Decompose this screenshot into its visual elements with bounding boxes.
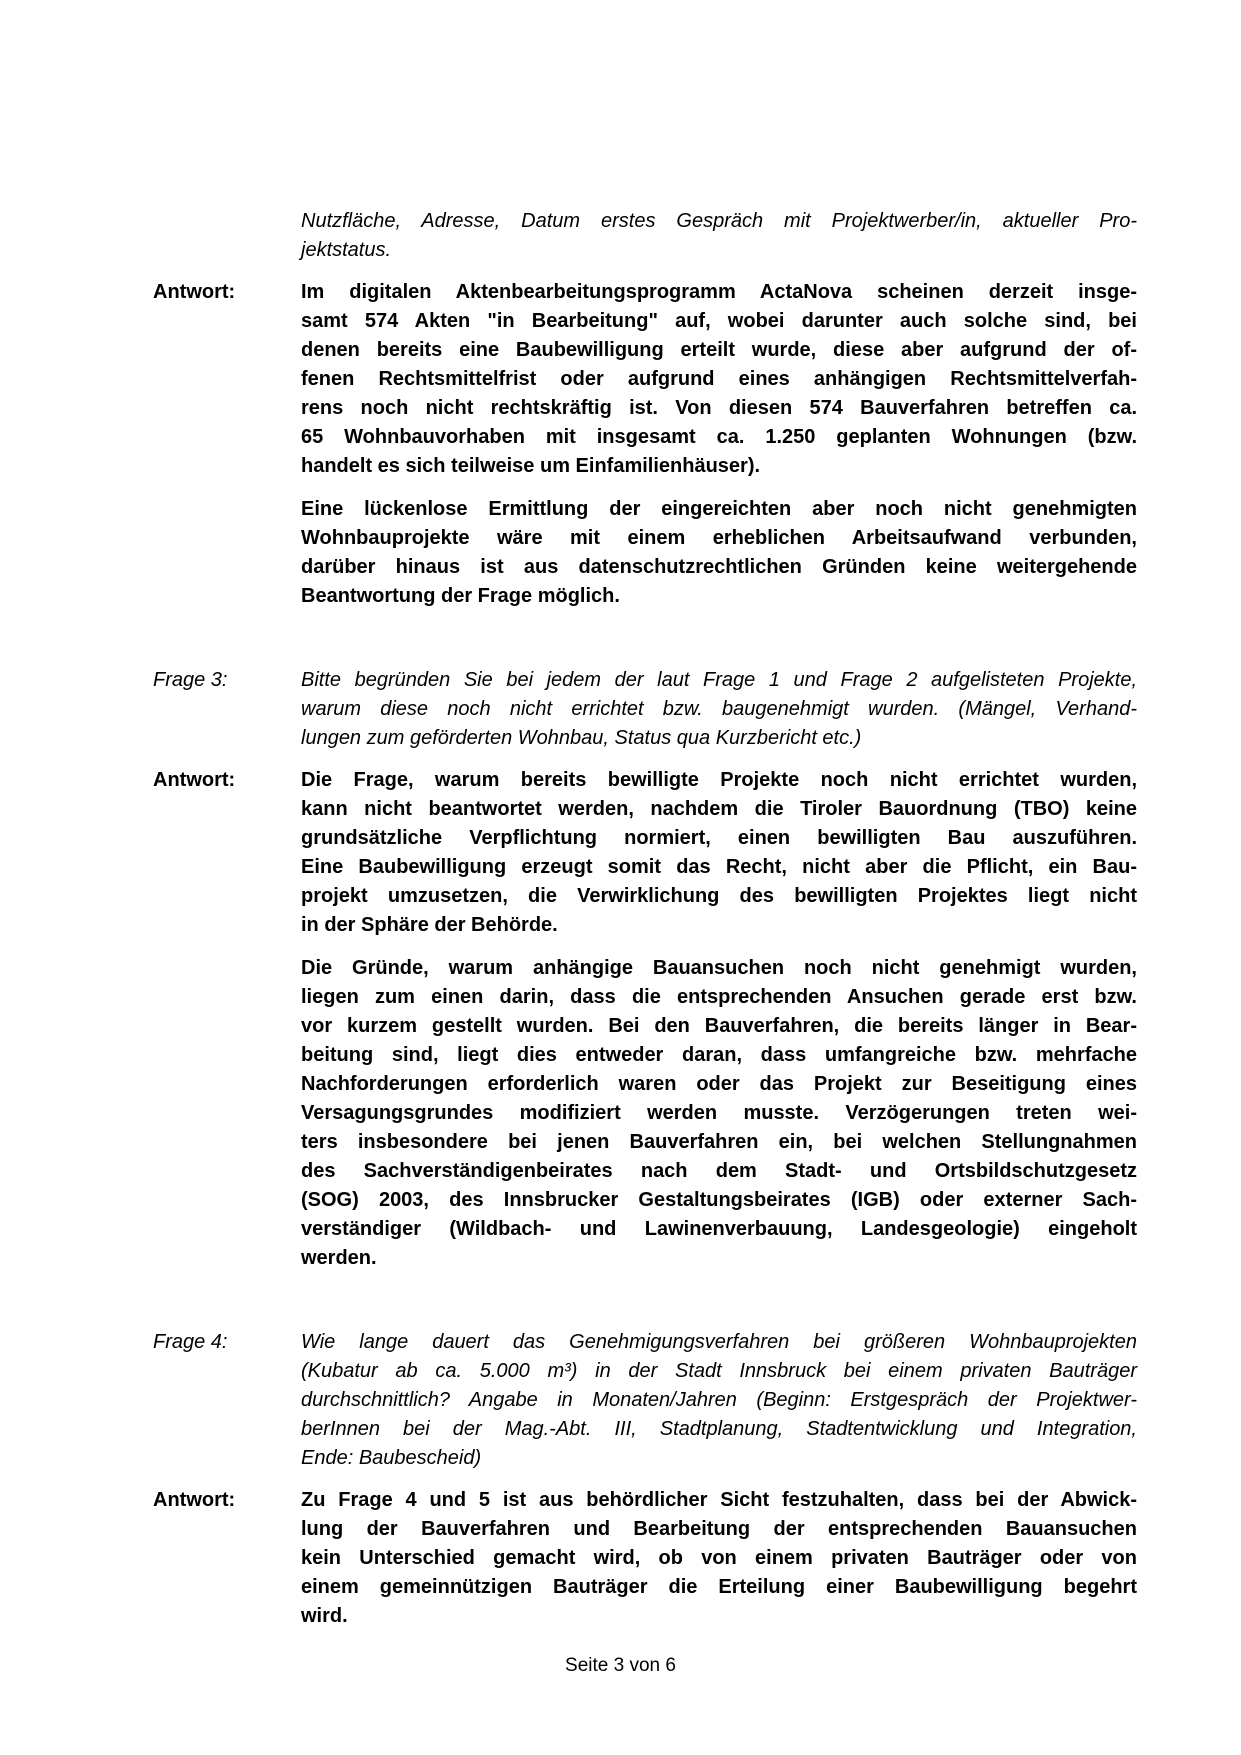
text-line: Wie lange dauert das Genehmigungsverfahren bei größeren Wohnbauprojekten [301,1331,1137,1353]
text-line: fenen Rechtsmittelfrist oder aufgrund eines anhängigen Rechtsmittelverfah- [301,368,1137,390]
block-label: Antwort: [153,281,236,303]
text-line: Wohnbauprojekte wäre mit einem erheblichen Arbeitsaufwand verbunden, [301,527,1137,549]
text-line: des Sachverständigenbeirates nach dem Stadt- und Ortsbildschutzgesetz [301,1160,1137,1182]
block-text [301,495,1137,611]
text-line: Eine lückenlose Ermittlung der eingereichten aber noch nicht genehmigten [301,498,1137,520]
text-line: projekt umzusetzen, die Verwirklichung des bewilligten Projektes liegt nicht [301,885,1137,907]
text-line: beitung sind, liegt dies entweder daran, dass umfangreiche bzw. mehrfache [301,1044,1137,1066]
text-line: verständiger (Wildbach- und Lawinenverbauung, Landesgeologie) eingeholt [301,1218,1137,1240]
text-line: handelt es sich teilweise um Einfamilienhäuser). [301,455,761,477]
text-line: einem gemeinnützigen Bauträger die Erteilung einer Baubewilligung begehrt [301,1576,1137,1598]
text-line: grundsätzliche Verpflichtung normiert, einen bewilligten Bau auszuführen. [301,827,1137,849]
text-line: wird. [301,1605,348,1627]
text-line: in der Sphäre der Behörde. [301,914,558,936]
text-line: darüber hinaus ist aus datenschutzrechtlichen Gründen keine weitergehende [301,556,1137,578]
text-line: Beantwortung der Frage möglich. [301,585,620,607]
text-line: ters insbesondere bei jenen Bauverfahren ein, bei welchen Stellungnahmen [301,1131,1137,1153]
text-line: liegen zum einen darin, dass die entsprechenden Ansuchen gerade erst bzw. [301,986,1137,1008]
text-line: Versagungsgrundes modifiziert werden musste. Verzögerungen treten wei- [301,1102,1137,1124]
block-text [301,1486,1137,1631]
block-text [301,278,1137,481]
text-line: Ende: Baubescheid) [301,1447,482,1469]
block-text [301,1328,1137,1473]
text-line: 65 Wohnbauvorhaben mit insgesamt ca. 1.250 geplanten Wohnungen (bzw. [301,426,1137,448]
text-line: lungen zum geförderten Wohnbau, Status qua Kurzbericht etc.) [301,727,862,749]
text-line: denen bereits eine Baubewilligung erteilt wurde, diese aber aufgrund der of- [301,339,1137,361]
block-label: Antwort: [153,1489,236,1511]
text-line: Die Frage, warum bereits bewilligte Projekte noch nicht errichtet wurden, [301,769,1137,791]
text-line: jektstatus. [301,239,392,261]
text-line: Bitte begründen Sie bei jedem der laut Frage 1 und Frage 2 aufgelisteten Projekte, [301,669,1137,691]
block-label: Frage 4: [153,1331,228,1353]
text-line: werden. [301,1247,377,1269]
block-text [301,766,1137,940]
text-line: Zu Frage 4 und 5 ist aus behördlicher Sicht festzuhalten, dass bei der Abwick- [301,1489,1137,1511]
block-text [301,207,1137,265]
text-line: vor kurzem gestellt wurden. Bei den Bauverfahren, die bereits länger in Bear- [301,1015,1137,1037]
text-line: Die Gründe, warum anhängige Bauansuchen noch nicht genehmigt wurden, [301,957,1137,979]
block-label: Frage 3: [153,669,228,691]
block-text [301,954,1137,1273]
text-line: kann nicht beantwortet werden, nachdem die Tiroler Bauordnung (TBO) keine [301,798,1137,820]
text-line: (SOG) 2003, des Innsbrucker Gestaltungsbeirates (IGB) oder externer Sach- [301,1189,1137,1211]
text-line: berInnen bei der Mag.-Abt. III, Stadtplanung, Stadtentwicklung und Integration, [301,1418,1137,1440]
text-line: warum diese noch nicht errichtet bzw. baugenehmigt wurden. (Mängel, Verhand- [301,698,1137,720]
text-line: rens noch nicht rechtskräftig ist. Von diesen 574 Bauverfahren betreffen ca. [301,397,1137,419]
text-line: Eine Baubewilligung erzeugt somit das Recht, nicht aber die Pflicht, ein Bau- [301,856,1137,878]
text-line: lung der Bauverfahren und Bearbeitung der entsprechenden Bauansuchen [301,1518,1137,1540]
text-line: samt 574 Akten "in Bearbeitung" auf, wobei darunter auch solche sind, bei [301,310,1137,332]
block-text [301,666,1137,753]
page-number: Seite 3 von 6 [565,1655,676,1676]
text-line: Nutzfläche, Adresse, Datum erstes Gespräch mit Projektwerber/in, aktueller Pro- [301,210,1137,232]
block-label: Antwort: [153,769,236,791]
text-line: kein Unterschied gemacht wird, ob von einem privaten Bauträger oder von [301,1547,1137,1569]
text-line: Nachforderungen erforderlich waren oder das Projekt zur Beseitigung eines [301,1073,1137,1095]
text-line: durchschnittlich? Angabe in Monaten/Jahren (Beginn: Erstgespräch der Projektwer- [301,1389,1137,1411]
text-line: (Kubatur ab ca. 5.000 m³) in der Stadt Innsbruck bei einem privaten Bauträger [301,1360,1137,1382]
text-line: Im digitalen Aktenbearbeitungsprogramm ActaNova scheinen derzeit insge- [301,281,1137,303]
